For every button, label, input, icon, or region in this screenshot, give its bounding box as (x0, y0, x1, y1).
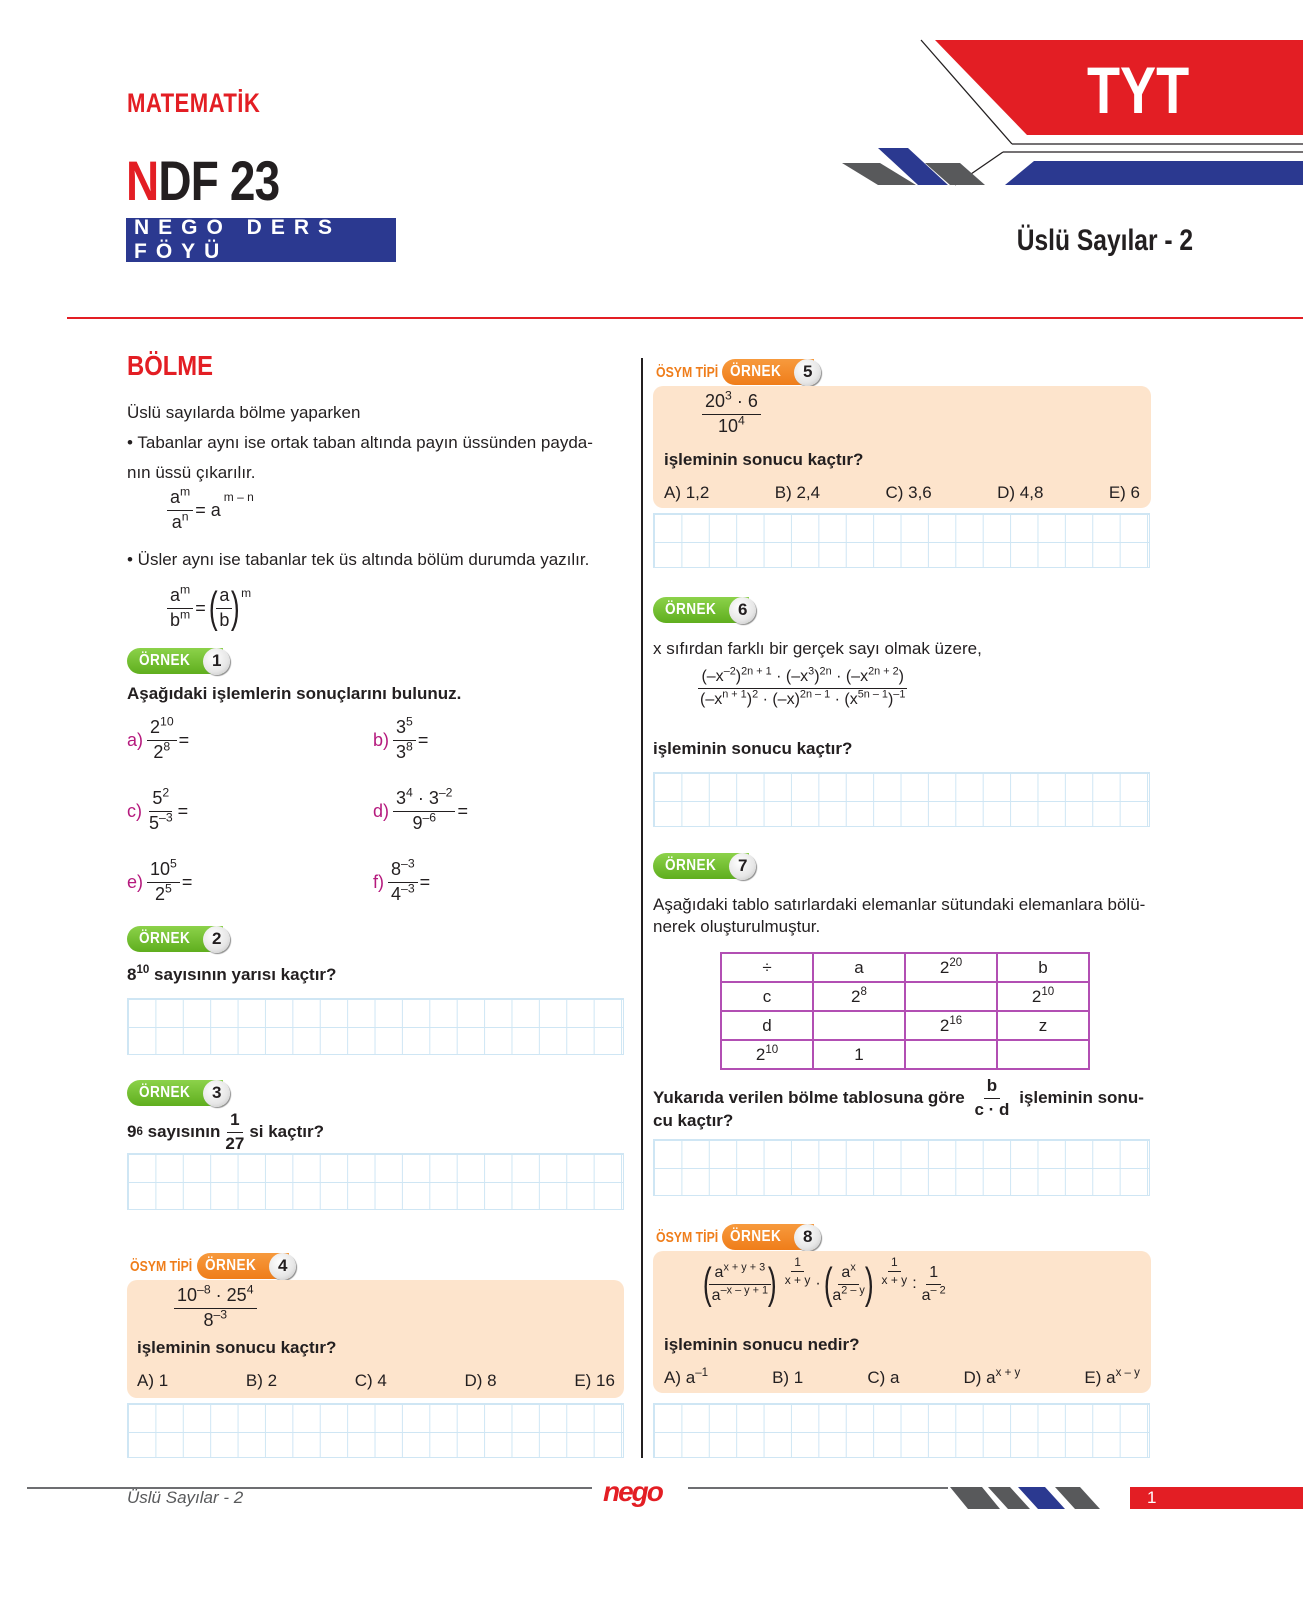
table-cell: b (997, 953, 1089, 982)
example-7-intro-1: Aşağıdaki tablo satırlardaki elemanlar sütundaki elemanlara bölü- (653, 895, 1146, 914)
scratch-area-6[interactable] (653, 772, 1150, 827)
example-4-expression: $\frac{10^{-8} \cdot 25^4}{8^{-3}}$ (172, 1286, 259, 1331)
example-badge-8: ÖRNEK 8 (722, 1223, 821, 1251)
choice-c[interactable]: C) 3,6 (885, 483, 932, 502)
choice-a[interactable]: A) 1 (137, 1371, 169, 1390)
table-cell: $2^{10}$ (997, 982, 1089, 1011)
table-cell: $2^{10}$ (721, 1040, 813, 1069)
booklet-banner: NEGO DERS FÖYÜ (126, 218, 396, 262)
footer-rule-left (27, 1487, 592, 1489)
table-row (721, 953, 1089, 982)
example-8-choices (664, 1368, 1140, 1388)
rule-1-line-2: nın üssü çıkarılır. (127, 463, 256, 482)
example-6-question: işleminin sonucu kaçtır? (653, 739, 853, 758)
table-cell: $2^{16}$ (905, 1011, 997, 1040)
rule-2: • Üsler aynı ise tabanlar tek üs altında bölüm durumda yazılır. (127, 550, 590, 569)
table-row (721, 1040, 1089, 1069)
scratch-area-3[interactable] (127, 1153, 624, 1210)
choice-d[interactable]: D) 8 (464, 1371, 497, 1390)
choice-b[interactable]: B) 1 (772, 1368, 804, 1387)
example-8-question: işleminin sonucu nedir? (664, 1335, 860, 1354)
section-title: BÖLME (127, 350, 213, 381)
table-cell (905, 1040, 997, 1069)
example-1-item: a) $\frac{2^{10}}{2^8}$ = (127, 714, 190, 762)
choice-c[interactable]: C) a (867, 1368, 900, 1387)
choice-b[interactable]: B) 2 (245, 1371, 278, 1390)
exam-label: TYT (1087, 53, 1190, 127)
table-cell: c (721, 982, 813, 1011)
osym-label-5: ÖSYM TİPİ (656, 364, 719, 381)
example-1-item: d) $\frac{3^4 \cdot 3^{-2}}{9^{-6}}$ = (373, 785, 468, 833)
choice-c[interactable]: C) 4 (354, 1371, 387, 1390)
example-badge-1: ÖRNEK 1 (127, 647, 230, 675)
booklet-code (126, 148, 279, 213)
example-8-expression: ( $\frac{a^{x + y + 3}}{a^{-x - y + 1}}$ ) $\frac{1}{x + y}$ · ( $\frac{a^x}{a^{2 - y}}$ ) $\frac{1}{x + y}$ : $\frac{1}{a^{- 2}}$ (702, 1255, 946, 1308)
header-divider (67, 317, 1303, 319)
example-2-question: $8^{10}$ sayısının yarısı kaçtır? (127, 964, 337, 984)
example-badge-7: ÖRNEK 7 (653, 852, 756, 880)
footer-decoration (950, 1484, 1125, 1512)
choice-d[interactable]: D) 4,8 (997, 483, 1044, 502)
table-cell (813, 1011, 905, 1040)
header-decoration (820, 30, 1303, 200)
example-4-question: işleminin sonucu kaçtır? (137, 1338, 337, 1357)
choice-e[interactable]: E) 6 (1108, 483, 1140, 502)
osym-label-4: ÖSYM TİPİ (130, 1258, 193, 1275)
footer-unit-title: Üslü Sayılar - 2 (127, 1488, 244, 1507)
example-5-choices (664, 483, 1140, 503)
formula-same-base: $\frac{a^m}{a^n}$ = a m – n (165, 488, 254, 533)
publisher-logo: nego (603, 1476, 662, 1507)
choice-d[interactable]: D) $a^{x + y}$ (963, 1367, 1021, 1387)
scratch-area-4[interactable] (127, 1403, 624, 1458)
booklet-code-initial: N (126, 149, 159, 212)
scratch-area-7[interactable] (653, 1139, 1150, 1196)
example-7-question-line-2: cu kaçtır? (653, 1111, 734, 1130)
example-3-question: 9 6 sayısının $\frac{1}{27}$ si kaçtır? (127, 1110, 324, 1153)
example-1-item: c) $\frac{5^2}{5^{-3}}$ = (127, 785, 189, 833)
table-cell: a (813, 953, 905, 982)
example-6-expression: $\frac{(-x^{-2})^{2n + 1} \cdot (-x^3)^{2n} \cdot (-x^{2n + 2})}{(-x^{n + 1})^2 \cdot (-x)^{2n - 1} \cdot (x^{5n - 1})^{-1}}$ (700, 665, 906, 708)
example-badge-5: ÖRNEK 5 (722, 358, 821, 386)
osym-label-8: ÖSYM TİPİ (656, 1229, 719, 1246)
table-cell (997, 1040, 1089, 1069)
table-cell (905, 982, 997, 1011)
subject-label: MATEMATİK (127, 88, 261, 118)
division-table (720, 952, 1090, 1070)
example-1-item: b) $\frac{3^5}{3^8}$ = (373, 714, 429, 762)
table-row (721, 1011, 1089, 1040)
example-badge-6: ÖRNEK 6 (653, 596, 756, 624)
example-6-intro: x sıfırdan farklı bir gerçek sayı olmak üzere, (653, 639, 982, 658)
table-cell: d (721, 1011, 813, 1040)
example-5-question: işleminin sonucu kaçtır? (664, 450, 864, 469)
example-7-question: Yukarıda verilen bölme tablosuna göre $\frac{b}{c \cdot d}$ işleminin sonu- (653, 1076, 1144, 1119)
intro-text: Üslü sayılarda bölme yaparken (127, 403, 361, 422)
choice-a[interactable]: A) 1,2 (664, 483, 710, 502)
table-cell: $2^8$ (813, 982, 905, 1011)
choice-b[interactable]: B) 2,4 (774, 483, 821, 502)
scratch-area-5[interactable] (653, 513, 1150, 568)
example-1-question: Aşağıdaki işlemlerin sonuçlarını bulunuz. (127, 684, 462, 703)
formula-2-outer-exponent: m (241, 586, 252, 600)
table-cell: z (997, 1011, 1089, 1040)
table-cell: 1 (813, 1040, 905, 1069)
scratch-area-8[interactable] (653, 1403, 1150, 1458)
example-5-expression: $\frac{20^3 \cdot 6}{10^4}$ (700, 392, 763, 437)
table-row (721, 982, 1089, 1011)
rule-1-line-1: • Tabanlar aynı ise ortak taban altında payın üssünden payda- (127, 433, 593, 452)
example-badge-4: ÖRNEK 4 (197, 1252, 296, 1280)
example-4-choices (137, 1371, 615, 1391)
unit-title: Üslü Sayılar - 2 (1016, 224, 1193, 257)
booklet-code-rest: DF 23 (158, 149, 280, 212)
choice-e[interactable]: E) $a^{x - y}$ (1084, 1367, 1140, 1387)
column-divider (641, 358, 643, 1458)
table-cell: $2^{20}$ (905, 953, 997, 982)
formula-1-result-exponent: m – n (223, 490, 254, 504)
example-badge-3: ÖRNEK 3 (127, 1079, 230, 1107)
choice-e[interactable]: E) 16 (574, 1371, 615, 1390)
example-1-item: f) $\frac{8^{-3}}{4^{-3}}$ = (373, 856, 431, 904)
footer-rule-right (688, 1487, 948, 1489)
example-badge-2: ÖRNEK 2 (127, 925, 230, 953)
example-7-intro-2: nerek oluşturulmuştur. (653, 917, 821, 936)
formula-same-exponent: $\frac{a^m}{b^m}$ = ( $\frac{a}{b}$ ) m (165, 586, 251, 631)
choice-a[interactable]: A) $a^{-1}$ (664, 1367, 709, 1387)
scratch-area-2[interactable] (127, 998, 624, 1055)
page-number: 1 (1130, 1487, 1303, 1509)
header-blue-band (1005, 161, 1303, 185)
example-1-item: e) $\frac{10^5}{2^5}$ = (127, 856, 193, 904)
table-cell: ÷ (721, 953, 813, 982)
